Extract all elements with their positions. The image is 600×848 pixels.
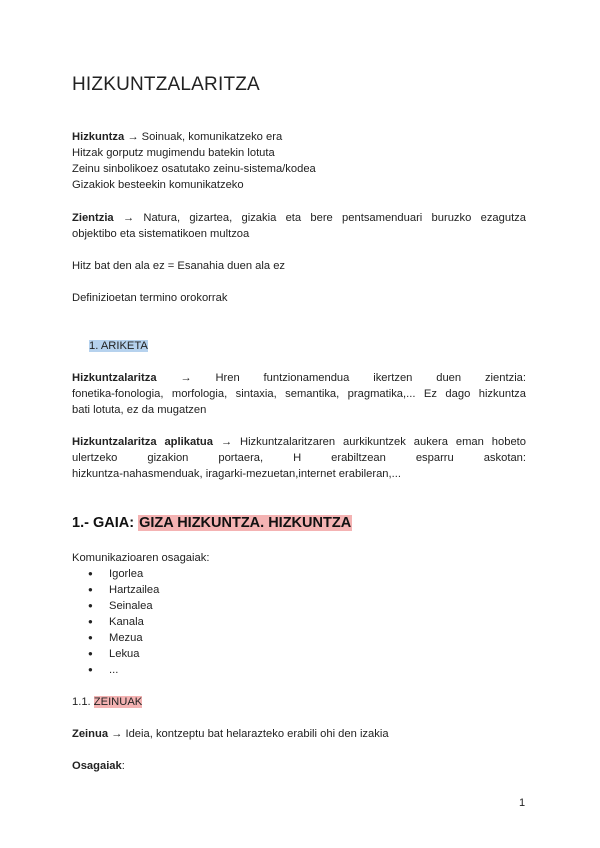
definizio-paragraph: Definizioetan termino orokorrak <box>72 292 228 304</box>
ariketa-heading <box>89 338 148 354</box>
komunikazio-intro: Komunikazioaren osagaiak: <box>72 552 210 564</box>
aplikatua-line-2: ulertzeko gizakion portaera, H erabiltzean esparru askotan: <box>72 452 526 464</box>
list-item: ● Mezua <box>72 630 526 646</box>
zientzia-term: Zientzia <box>72 212 114 224</box>
gaia-heading <box>72 515 352 531</box>
aplikatua-line-3: hizkuntza-nahasmenduak, iragarki-mezuetan,internet erabileran,... <box>72 468 401 480</box>
osagaiak-colon: : <box>121 760 125 772</box>
aplikatua-term: Hizkuntzalaritza aplikatua <box>72 436 213 448</box>
hizkuntzalaritza-term: Hizkuntzalaritza <box>72 372 157 384</box>
hizkuntzalaritza-def: → Hren funtzionamendua ikertzen duen zientzia: <box>180 372 527 384</box>
zeinua-definition <box>72 726 526 742</box>
aplikatua-line-1 <box>72 434 526 450</box>
document-title: HIZKUNTZALARITZA <box>72 74 260 95</box>
komunikazio-list <box>72 566 526 678</box>
zeinua-term: Zeinua <box>72 728 109 740</box>
hizkuntza-line-3: Zeinu sinbolikoez osatutako zeinu-sistema/kodea <box>72 163 316 175</box>
ariketa-label: 1. ARIKETA <box>89 340 148 352</box>
list-item: ● Seinalea <box>72 598 526 614</box>
hizkuntza-term: Hizkuntza <box>72 131 125 143</box>
zeinuak-highlight: ZEINUAK <box>93 696 143 708</box>
page-number: 1 <box>519 797 526 809</box>
list-item: ● ... <box>72 662 526 678</box>
gaia-prefix: 1.- GAIA: <box>72 515 139 531</box>
osagaiak-heading <box>72 758 526 774</box>
zientzia-definition <box>72 210 526 242</box>
arrow-text: → <box>108 728 126 740</box>
komunikazio-section <box>72 550 526 678</box>
zientzia-line-2: objektibo eta sistematikoen multzoa <box>72 228 250 240</box>
hitz-paragraph: Hitz bat den ala ez = Esanahia duen ala ez <box>72 260 286 272</box>
zientzia-def: Natura, gizartea, gizakia eta bere pentsamenduari buruzko ezagutza <box>143 212 527 224</box>
aplikatua-definition <box>72 434 526 482</box>
list-item: ● Hartzailea <box>72 582 526 598</box>
list-item: ● Lekua <box>72 646 526 662</box>
zeinuak-number: 1.1. <box>72 696 94 708</box>
zeinuak-heading <box>72 694 526 710</box>
zeinua-def: Ideia, kontzeptu bat helarazteko erabili ohi den izakia <box>125 728 389 740</box>
hizkuntza-line <box>72 129 526 145</box>
hizkuntza-line-2: Hitzak gorputz mugimendu batekin lotuta <box>72 147 275 159</box>
list-item: ● Kanala <box>72 614 526 630</box>
hizkuntza-definition <box>72 129 526 193</box>
aplikatua-def: → Hizkuntzalaritzaren aurkikuntzek aukera eman hobeto <box>212 436 527 448</box>
hizkuntzalaritza-line-3: bati lotuta, ez da mugatzen <box>72 404 207 416</box>
hizkuntzalaritza-definition <box>72 370 526 418</box>
arrow-text: → <box>113 212 144 224</box>
list-item: ● Igorlea <box>72 566 526 582</box>
hizkuntzalaritza-line-1 <box>72 370 526 386</box>
arrow-text: → <box>124 131 142 143</box>
hizkuntzalaritza-line-2: fonetika-fonologia, morfologia, sintaxia, semantika, pragmatika,... Ez dago hizkuntza <box>72 388 526 400</box>
hizkuntza-line-4: Gizakiok besteekin komunikatzeko <box>72 179 244 191</box>
hizkuntza-def: Soinuak, komunikatzeko era <box>141 131 283 143</box>
gaia-highlight: GIZA HIZKUNTZA. HIZKUNTZA <box>139 515 352 531</box>
zientzia-line-1 <box>72 210 526 226</box>
osagaiak-term: Osagaiak <box>72 760 122 772</box>
